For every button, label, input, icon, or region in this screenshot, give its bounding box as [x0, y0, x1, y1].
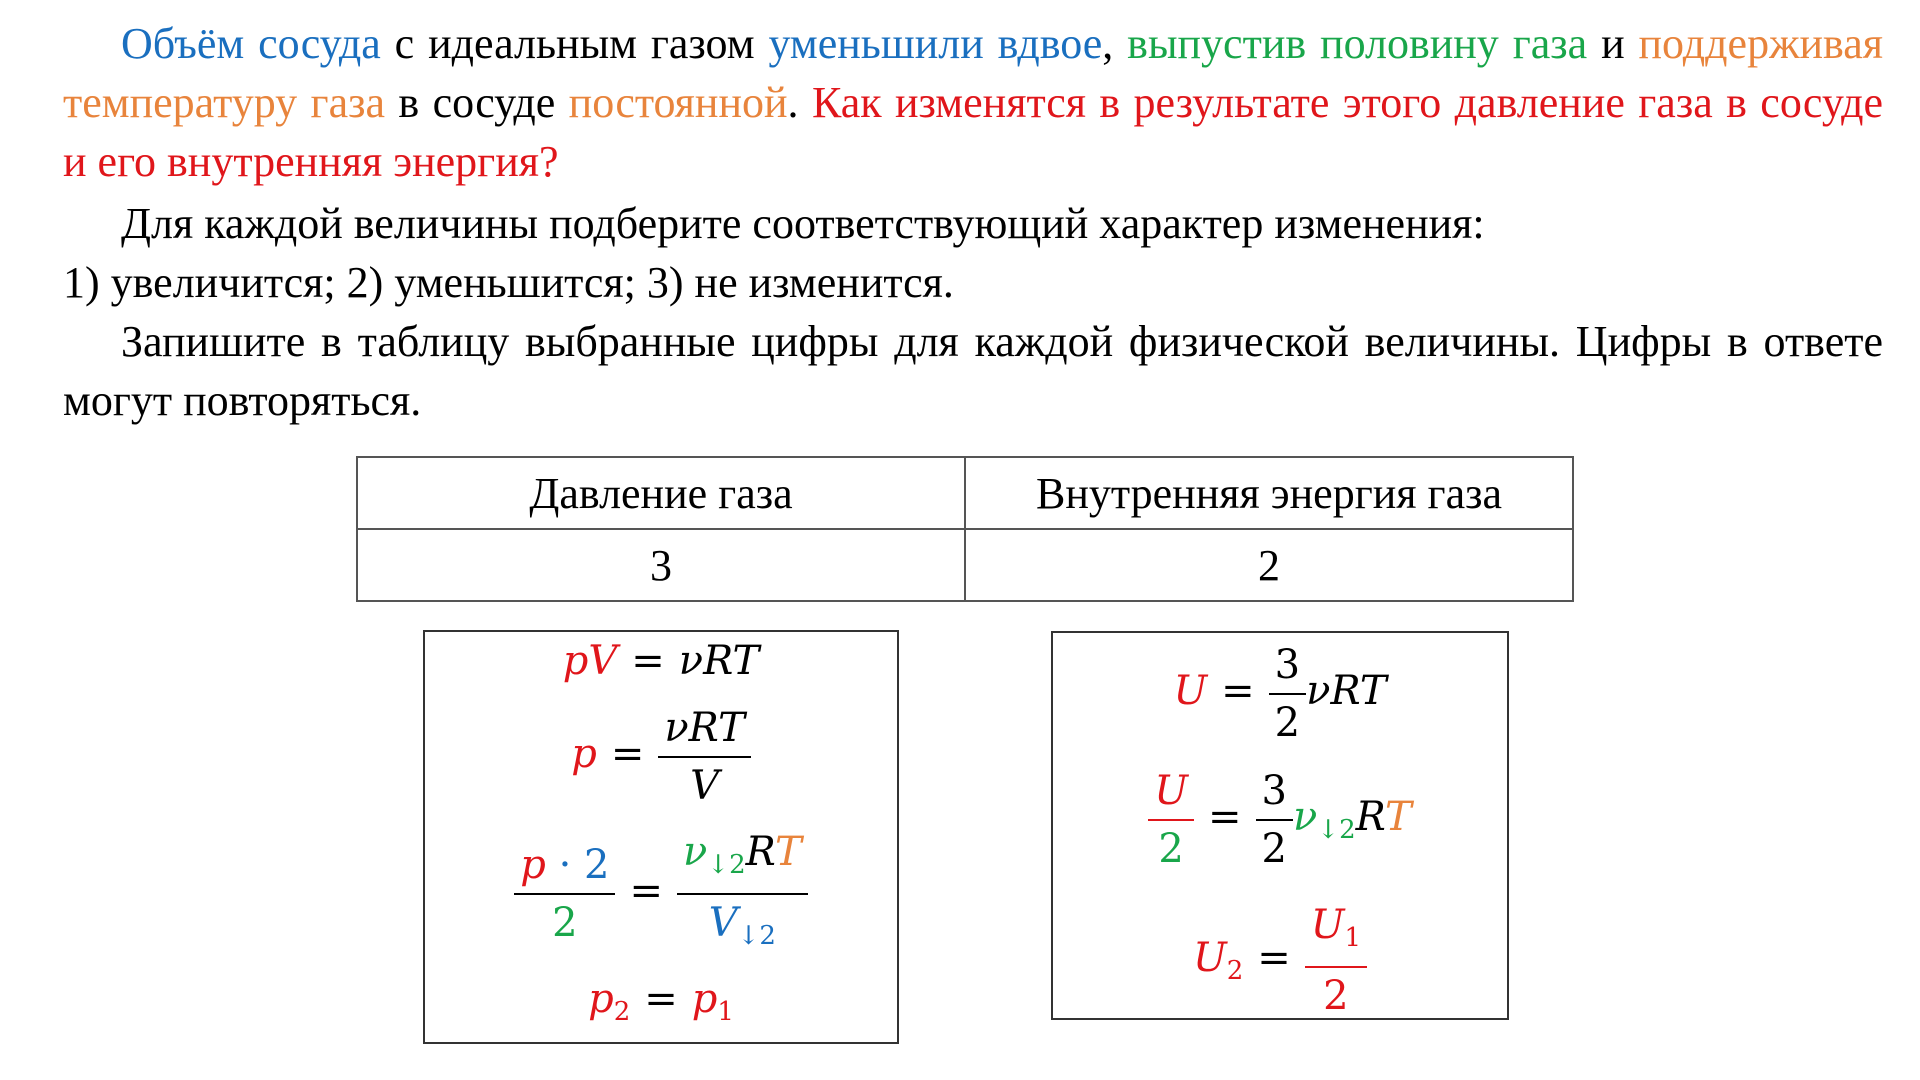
- header-pressure: Давление газа: [357, 457, 965, 529]
- eq-ideal-gas-law: [425, 638, 897, 684]
- phrase-in-vessel: в сосуде: [385, 78, 569, 127]
- phrase-release-half: выпустив половину газа: [1127, 19, 1588, 68]
- e2-coef-numerator: 3: [1256, 767, 1293, 821]
- e3-U2: U: [1192, 934, 1227, 981]
- problem-paragraph-2: Для каждой величины подберите соответствующий характер изменения:: [121, 199, 1485, 248]
- answer-table-header-row: [357, 457, 1573, 529]
- e2-nu: ν: [1292, 794, 1318, 840]
- question-text: Как изменятся в результате этого давление газа в сосуде и его внутренняя энергия?: [63, 78, 1884, 186]
- e3-denominator: 2: [1323, 973, 1349, 1019]
- eq-pressure-expression: [425, 704, 897, 810]
- e2-denominator: 2: [1158, 826, 1184, 872]
- problem-paragraph-3: Запишите в таблицу выбранные цифры для каждой физической величины. Цифры в ответе могут повторяться.: [63, 317, 1883, 425]
- eq2-equals: =: [610, 731, 645, 777]
- eq3-right-fraction: [677, 828, 808, 960]
- eq3-nu: ν: [682, 829, 708, 875]
- e3-lhs: [1192, 934, 1244, 986]
- e1-lhs: U: [1173, 668, 1208, 714]
- e1-rest: νRT: [1306, 668, 1387, 714]
- eq2-fraction: [658, 704, 750, 810]
- e2-coef-fraction: [1256, 767, 1293, 873]
- e1-equals: =: [1221, 668, 1255, 714]
- eq4-p2: p: [588, 976, 614, 1022]
- eq1-equals: =: [631, 638, 665, 684]
- answer-table: [356, 456, 1574, 602]
- value-internal-energy[interactable]: 2: [965, 529, 1573, 601]
- pressure-solution-box: [423, 630, 899, 1044]
- punct-period: .: [787, 78, 812, 127]
- eq3-left-fraction: [514, 841, 615, 947]
- eq-internal-energy: [1053, 641, 1507, 747]
- eq4-p2-sub: 2: [613, 997, 631, 1027]
- phrase-halved: уменьшили вдвое: [768, 19, 1103, 68]
- e3-U1: U: [1310, 902, 1345, 948]
- header-internal-energy: Внутренняя энергия газа: [965, 457, 1573, 529]
- e3-equals: =: [1257, 934, 1291, 981]
- eq3-V: V: [708, 900, 738, 946]
- phrase-constant: постоянной: [568, 78, 788, 127]
- energy-solution-box: [1051, 631, 1509, 1020]
- e3-numerator: [1305, 901, 1367, 968]
- eq3-R: R: [745, 829, 776, 875]
- eq3-nu-sub: ↓2: [707, 850, 746, 880]
- phrase-ideal-gas: с идеальным газом: [380, 19, 769, 68]
- eq2-lhs: p: [571, 731, 597, 777]
- eq3-equals: =: [629, 868, 663, 914]
- punct-comma: ,: [1102, 19, 1128, 68]
- eq3-left-denominator: 2: [552, 900, 578, 946]
- e3-U1-sub: 1: [1344, 923, 1362, 953]
- eq1-rhs: νRT: [678, 638, 760, 684]
- e3-U2-sub: 2: [1226, 955, 1244, 986]
- problem-text: [63, 14, 1883, 430]
- eq3-V-sub: ↓2: [737, 921, 776, 951]
- eq-pressure-substitution: [425, 828, 897, 960]
- eq3-right-numerator: [677, 828, 808, 895]
- e2-coef-denominator: 2: [1261, 826, 1287, 872]
- e2-R: R: [1355, 794, 1386, 840]
- phrase-volume: Объём сосуда: [121, 19, 381, 68]
- answer-table-value-row: [357, 529, 1573, 601]
- eq2-numerator: νRT: [658, 704, 750, 758]
- e2-left-fraction: [1148, 767, 1194, 873]
- eq3-T: T: [775, 829, 802, 875]
- e2-equals: =: [1207, 794, 1242, 840]
- e2-numerator: U: [1148, 767, 1194, 821]
- eq3-left-numerator: [514, 841, 615, 895]
- e2-nu-sub: ↓2: [1317, 815, 1356, 845]
- e1-fraction: [1269, 641, 1306, 747]
- word-and: и: [1587, 19, 1639, 68]
- eq3-times-two: · 2: [545, 842, 610, 888]
- phrase-keep-temp: поддерживая температуру газа: [63, 19, 1883, 127]
- eq1-lhs: pV: [562, 638, 618, 684]
- eq3-p: p: [520, 842, 546, 888]
- e1-denominator: 2: [1274, 700, 1301, 746]
- eq-pressure-result: [425, 976, 897, 1027]
- value-pressure[interactable]: 3: [357, 529, 965, 601]
- eq4-rhs: [691, 976, 734, 1027]
- answer-options: 1) увеличится; 2) уменьшится; 3) не изменится.: [63, 258, 954, 307]
- e1-numerator: 3: [1269, 641, 1306, 695]
- e2-T: T: [1385, 794, 1412, 840]
- eq4-p1-sub: 1: [717, 997, 734, 1027]
- e3-fraction: [1305, 901, 1367, 1020]
- eq-energy-result: [1053, 901, 1507, 1020]
- problem-paragraph-1: [63, 14, 1883, 191]
- eq3-right-denominator: [677, 895, 808, 960]
- eq4-lhs: [588, 976, 631, 1027]
- eq4-p1: p: [691, 976, 718, 1022]
- eq-energy-substitution: [1053, 767, 1507, 873]
- eq2-denominator: V: [690, 763, 719, 809]
- eq4-equals: =: [644, 976, 678, 1022]
